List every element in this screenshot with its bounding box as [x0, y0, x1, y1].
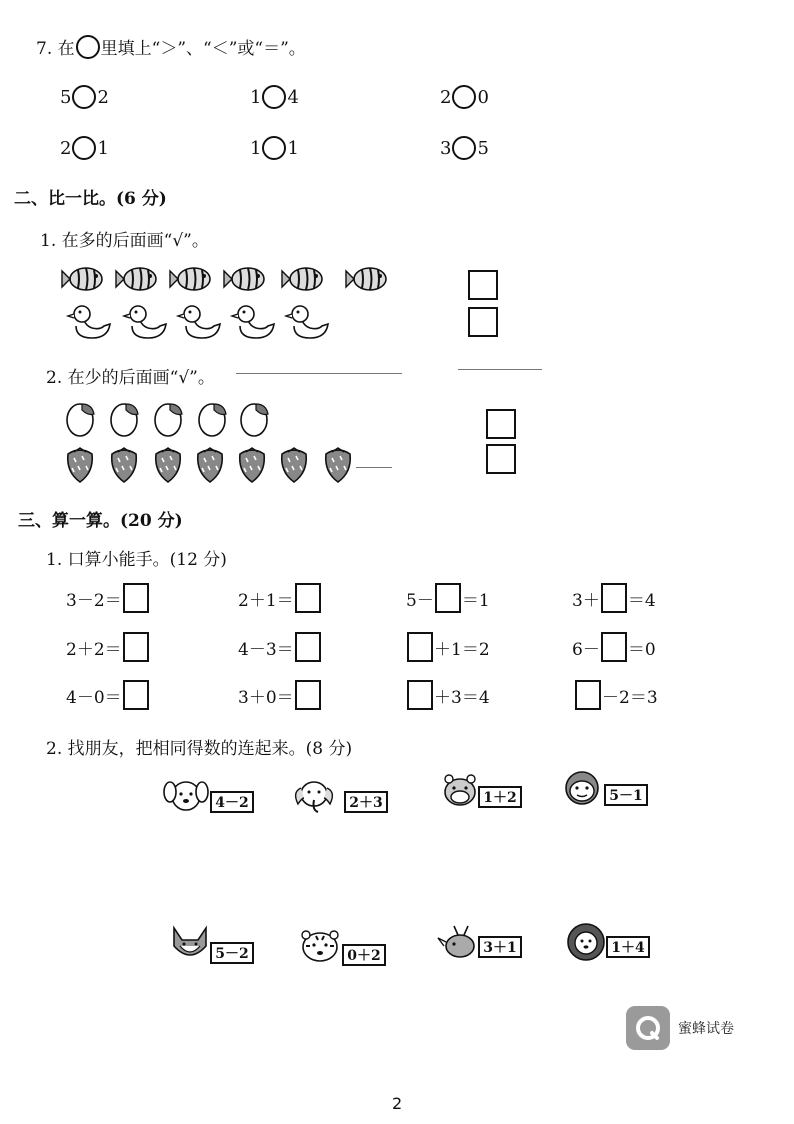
fruit-icon	[155, 404, 182, 436]
answer-circle[interactable]	[262, 136, 286, 160]
expression-tag[interactable]: 2＋3	[344, 791, 388, 813]
circle-icon	[76, 35, 100, 59]
answer-circle[interactable]	[452, 85, 476, 109]
fruit-icon	[199, 404, 226, 436]
compare-item: 5 2	[60, 86, 109, 108]
fish-row	[60, 262, 400, 298]
answer-box[interactable]	[486, 444, 516, 474]
equation: 6－ ＝0	[572, 632, 656, 662]
strawberry-row	[60, 444, 380, 486]
s2-q2-title: 2. 在少的后面画“√”。	[46, 368, 215, 388]
expression-tag[interactable]: 3＋1	[478, 936, 522, 958]
divider-line	[356, 467, 392, 468]
compare-item: 3 5	[440, 137, 489, 159]
answer-box[interactable]	[601, 583, 627, 613]
s3-q2-title: 2. 找朋友，把相同得数的连起来。(8 分)	[46, 739, 353, 759]
brand-name: 蜜蜂试卷	[678, 1021, 734, 1037]
strawberry-icon	[156, 448, 181, 482]
brand-logo-icon	[626, 1006, 670, 1050]
fruit-icon	[111, 404, 138, 436]
equation: 4－3＝	[238, 632, 322, 662]
fruit-icon	[67, 404, 94, 436]
strawberry-icon	[282, 448, 307, 482]
equation: 3＋ ＝4	[572, 583, 656, 613]
duck-icon	[178, 306, 220, 338]
dog-icon	[162, 776, 210, 816]
duck-icon	[232, 306, 274, 338]
answer-box[interactable]	[435, 583, 461, 613]
strawberry-icon	[326, 448, 351, 482]
answer-box[interactable]	[468, 270, 498, 300]
elephant-icon	[290, 776, 338, 816]
fruit-row	[62, 400, 292, 440]
brand-watermark	[626, 1006, 734, 1050]
expression-tag[interactable]: 5－2	[210, 942, 254, 964]
equation: 2＋2＝	[66, 632, 150, 662]
equation: 2＋1＝	[238, 583, 322, 613]
duck-icon	[124, 306, 166, 338]
fish-icon	[116, 268, 156, 290]
divider-line	[458, 369, 542, 370]
answer-circle[interactable]	[262, 85, 286, 109]
bird-icon	[436, 922, 480, 962]
duck-icon	[68, 306, 110, 338]
fish-icon	[170, 268, 210, 290]
monkey-icon	[560, 768, 604, 808]
answer-circle[interactable]	[452, 136, 476, 160]
equation: 3－2＝	[66, 583, 150, 613]
equation: ＋1＝2	[406, 632, 490, 662]
expression-tag[interactable]: 4－2	[210, 791, 254, 813]
answer-box[interactable]	[407, 632, 433, 662]
lion-icon	[566, 922, 606, 962]
expression-tag[interactable]: 1＋4	[606, 936, 650, 958]
compare-item: 1 4	[250, 86, 299, 108]
answer-box[interactable]	[486, 409, 516, 439]
page-number: 2	[392, 1094, 403, 1113]
fish-icon	[224, 268, 264, 290]
answer-box[interactable]	[295, 632, 321, 662]
answer-box[interactable]	[123, 680, 149, 710]
answer-box[interactable]	[575, 680, 601, 710]
fish-icon	[282, 268, 322, 290]
section-3-title: 三、算一算。(20 分)	[18, 511, 183, 531]
duck-row	[62, 302, 352, 342]
s2-q1-title: 1. 在多的后面画“√”。	[40, 231, 209, 251]
answer-box[interactable]	[407, 680, 433, 710]
equation: －2＝3	[574, 680, 658, 710]
fox-icon	[170, 924, 210, 964]
duck-icon	[286, 306, 328, 338]
answer-box[interactable]	[295, 583, 321, 613]
equation: 3＋0＝	[238, 680, 322, 710]
compare-item: 2 0	[440, 86, 489, 108]
compare-item: 1 1	[250, 137, 299, 159]
answer-box[interactable]	[468, 307, 498, 337]
equation: 5－ ＝1	[406, 583, 490, 613]
q7-title: 7. 在 里填上“＞”、“＜”或“＝”。	[36, 34, 306, 59]
compare-item: 2 1	[60, 137, 109, 159]
strawberry-icon	[112, 448, 137, 482]
answer-circle[interactable]	[72, 136, 96, 160]
answer-box[interactable]	[123, 632, 149, 662]
fruit-icon	[241, 404, 268, 436]
strawberry-icon	[240, 448, 265, 482]
equation: 4－0＝	[66, 680, 150, 710]
answer-circle[interactable]	[72, 85, 96, 109]
strawberry-icon	[68, 448, 93, 482]
strawberry-icon	[198, 448, 223, 482]
tiger-icon	[298, 926, 342, 966]
answer-box[interactable]	[601, 632, 627, 662]
fish-icon	[62, 268, 102, 290]
s3-q1-title: 1. 口算小能手。(12 分)	[46, 550, 227, 570]
divider-line	[236, 373, 402, 374]
section-2-title: 二、比一比。(6 分)	[14, 189, 167, 209]
expression-tag[interactable]: 1＋2	[478, 786, 522, 808]
expression-tag[interactable]: 5－1	[604, 784, 648, 806]
expression-tag[interactable]: 0＋2	[342, 944, 386, 966]
fish-icon	[346, 268, 386, 290]
answer-box[interactable]	[295, 680, 321, 710]
equation: ＋3＝4	[406, 680, 490, 710]
hippo-icon	[440, 770, 480, 810]
answer-box[interactable]	[123, 583, 149, 613]
